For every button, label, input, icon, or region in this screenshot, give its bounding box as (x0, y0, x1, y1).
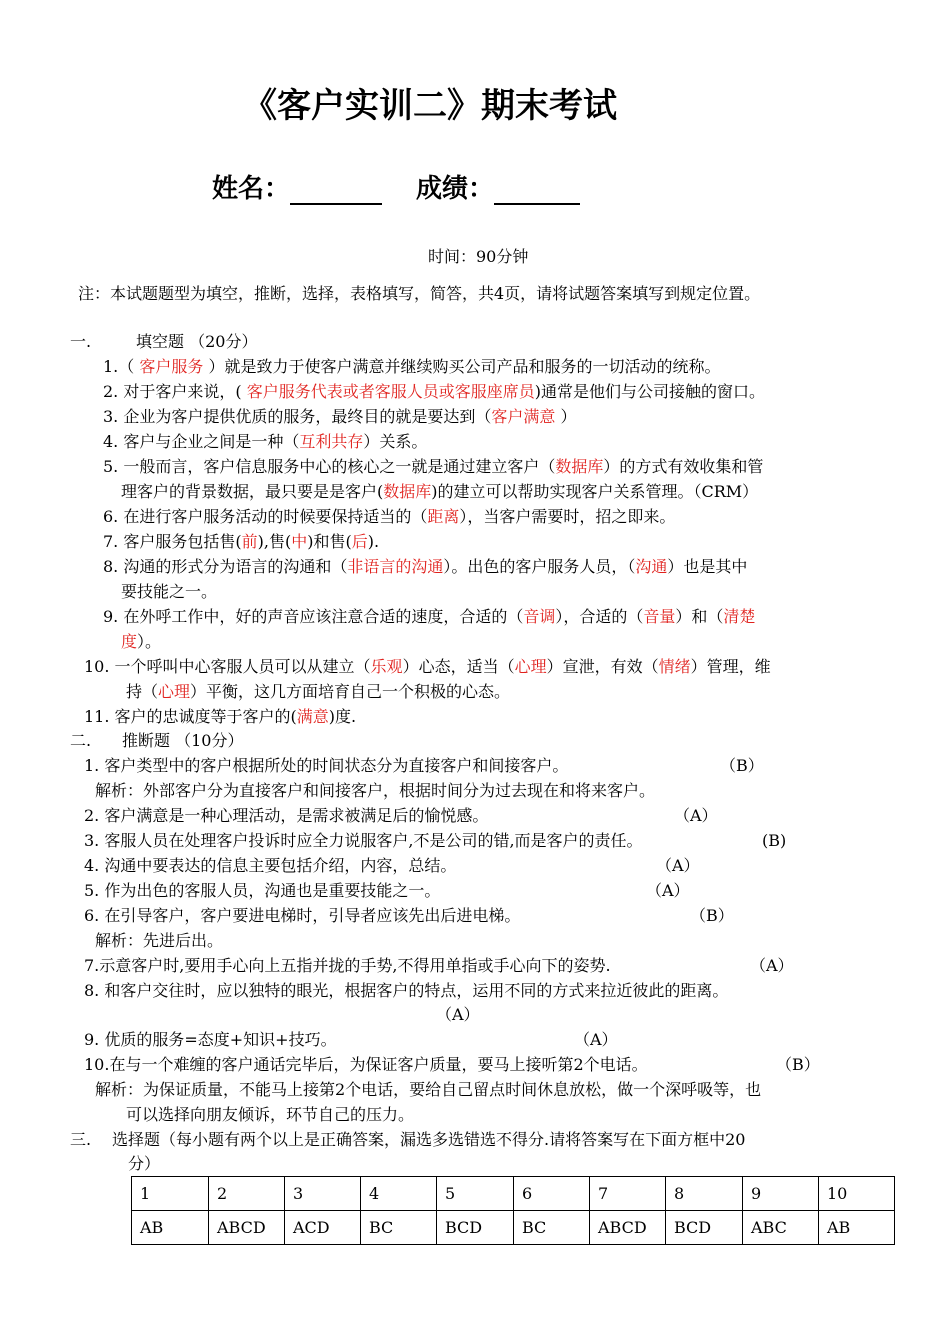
q-text: ),售( (257, 532, 292, 551)
q-text: 6. 在进行客户服务活动的时候要保持适当的（ (103, 507, 428, 526)
q-text: )和售( (307, 532, 352, 551)
q-text: 1.（ (103, 357, 140, 376)
q-text: 7. 客户服务包括售( (103, 532, 242, 551)
answer: 清楚 (723, 607, 756, 626)
answer: 心理 (158, 682, 191, 701)
score-blank (494, 177, 580, 205)
table-cell: 1 (132, 1177, 209, 1211)
fill-question-8-cont: 要技能之一。 (121, 582, 218, 601)
name-score-row (212, 168, 580, 205)
fill-question-3 (103, 406, 576, 428)
table-cell: BC (514, 1211, 590, 1245)
q-text: ）平衡，这几方面培育自己一个积极的心态。 (190, 682, 511, 701)
table-cell: 5 (437, 1177, 514, 1211)
q-text: 4. 客户与企业之间是一种（ (103, 432, 300, 451)
judge-answer: （A） (750, 956, 794, 975)
judge-item: 10.在与一个难缠的客户通话完毕后，为保证客户质量，要马上接听第2个电话。 (84, 1055, 648, 1074)
judge-answer: （A） (674, 806, 718, 825)
fill-question-9 (103, 606, 755, 628)
q-text: 3. 企业为客户提供优质的服务，最终目的就是要达到（ (103, 407, 492, 426)
q-text: ）宣泄，有效（ (546, 657, 659, 676)
q-text: 2. 对于客户来说，( (103, 382, 247, 401)
fill-question-10-cont (126, 681, 510, 703)
q-text: ）的方式有效收集和管 (603, 457, 764, 476)
q-text: 8. 沟通的形式分为语言的沟通和（ (103, 557, 348, 576)
q-text: 5. 一般而言，客户信息服务中心的核心之一就是通过建立客户（ (103, 457, 556, 476)
q-text: ） (555, 407, 577, 426)
table-cell: AB (819, 1211, 895, 1245)
table-cell: 7 (590, 1177, 666, 1211)
q-text: )度. (328, 707, 357, 726)
q-text: ）也是其中 (667, 557, 748, 576)
judge-analysis: 解析：外部客户分为直接客户和间接客户，根据时间分为过去现在和将来客户。 (95, 781, 656, 800)
table-cell: 6 (514, 1177, 590, 1211)
judge-item: 5. 作为出色的客服人员，沟通也是重要技能之一。 (84, 881, 441, 900)
section3-title: 选择题（每小题有两个以上是正确答案，漏选多选错选不得分.请将答案写在下面方框中20 (112, 1130, 746, 1149)
judge-item: 6. 在引导客户，客户要进电梯时，引导者应该先出后进电梯。 (84, 906, 521, 925)
judge-answer: (B) (762, 831, 787, 850)
answer: 非语言的沟通 (347, 557, 444, 576)
judge-analysis: 解析：先进后出。 (95, 931, 224, 950)
fill-question-2 (103, 381, 765, 403)
answer: 中 (291, 532, 308, 551)
q-text: ). (367, 532, 380, 551)
answer: 音量 (643, 607, 676, 626)
judge-answer: （A） (574, 1030, 618, 1049)
judge-analysis: 解析：为保证质量，不能马上接第2个电话，要给自己留点时间休息放松，做一个深呼吸等，也 (95, 1080, 762, 1099)
answer-table (131, 1176, 895, 1245)
section3-title-cont: 分） (128, 1154, 161, 1173)
table-cell: BC (361, 1211, 437, 1245)
q-text: ）管理，维 (690, 657, 771, 676)
answer: 心理 (514, 657, 547, 676)
exam-note: 注：本试题题型为填空，推断，选择，表格填写，简答，共4页，请将试题答案填写到规定位置。 (78, 284, 761, 303)
table-cell: ABCD (590, 1211, 666, 1245)
name-label: 姓名： (212, 174, 291, 204)
answer: 前 (241, 532, 258, 551)
judge-answer: （A） (656, 856, 700, 875)
fill-question-6 (103, 506, 675, 528)
q-text: ）关系。 (363, 432, 428, 451)
judge-answer: （B） (776, 1055, 820, 1074)
fill-question-1 (103, 356, 720, 378)
q-text: ）和（ (675, 607, 724, 626)
table-cell: ABC (743, 1211, 819, 1245)
q-text: 11. 客户的忠诚度等于客户的( (84, 707, 297, 726)
judge-analysis-cont: 可以选择向朋友倾诉，环节自己的压力。 (126, 1105, 415, 1124)
fill-question-4 (103, 431, 427, 453)
judge-answer: （A） (436, 1005, 480, 1024)
answer: 客户服务 (139, 357, 204, 376)
exam-title: 《客户实训二》期末考试 (243, 86, 617, 126)
table-cell: 9 (743, 1177, 819, 1211)
section2-title: 推断题 （10分） (122, 731, 244, 750)
answer: 距离 (427, 507, 460, 526)
answer: 数据库 (555, 457, 604, 476)
fill-question-9-cont (121, 631, 161, 653)
section1-number: 一. (70, 332, 92, 351)
table-cell: BCD (437, 1211, 514, 1245)
q-text: )通常是他们与公司接触的窗口。 (534, 382, 765, 401)
fill-question-11 (84, 706, 356, 728)
q-text: )的建立可以帮助实现客户关系管理。（CRM） (431, 482, 759, 501)
judge-item: 7.示意客户时,要用手心向上五指并拢的手势,不得用单指或手心向下的姿势. (84, 956, 611, 975)
table-cell: 10 (819, 1177, 895, 1211)
judge-item: 8. 和客户交往时，应以独特的眼光，根据客户的特点，运用不同的方式来拉近彼此的距离。 (84, 981, 729, 1000)
answer: 客户满意 (491, 407, 556, 426)
table-cell: ABCD (209, 1211, 285, 1245)
name-blank (290, 177, 382, 205)
judge-answer: （B） (720, 756, 764, 775)
judge-item: 3. 客服人员在处理客户投诉时应全力说服客户,不是公司的错,而是客户的责任。 (84, 831, 643, 850)
fill-question-7 (103, 531, 379, 553)
q-text: ）就是致力于使客户满意并继续购买公司产品和服务的一切活动的统称。 (203, 357, 721, 376)
answer: 音调 (523, 607, 556, 626)
answer: 乐观 (370, 657, 403, 676)
judge-item: 4. 沟通中要表达的信息主要包括介绍，内容，总结。 (84, 856, 457, 875)
q-text: ）。 (137, 632, 162, 651)
answer: 后 (351, 532, 368, 551)
fill-question-8 (103, 556, 747, 578)
section3-number: 三. (70, 1130, 92, 1149)
table-cell: BCD (666, 1211, 743, 1245)
table-cell: 3 (285, 1177, 361, 1211)
section2-number: 二. (70, 731, 92, 750)
q-text: 持（ (126, 682, 159, 701)
table-cell: 2 (209, 1177, 285, 1211)
time-info: 时间：90分钟 (428, 247, 529, 266)
judge-item: 9. 优质的服务=态度+知识+技巧。 (84, 1030, 337, 1049)
table-cell: AB (132, 1211, 209, 1245)
section1-title: 填空题 （20分） (136, 332, 258, 351)
q-text: 10. 一个呼叫中心客服人员可以从建立（ (84, 657, 371, 676)
table-row-answers (132, 1211, 895, 1245)
answer: 数据库 (383, 482, 432, 501)
fill-question-5 (103, 456, 763, 478)
answer: 客户服务代表或者客服人员或客服座席员 (246, 382, 535, 401)
answer: 度 (121, 632, 138, 651)
q-text: ）。出色的客户服务人员，（ (443, 557, 636, 576)
q-text: ）心态，适当（ (402, 657, 515, 676)
table-cell: ACD (285, 1211, 361, 1245)
answer: 满意 (296, 707, 329, 726)
judge-answer: （A） (646, 881, 690, 900)
q-text: 9. 在外呼工作中，好的声音应该注意合适的速度，合适的（ (103, 607, 524, 626)
fill-question-5-cont (121, 481, 758, 503)
q-text: ），当客户需要时，招之即来。 (459, 507, 676, 526)
q-text: ），合适的（ (555, 607, 644, 626)
answer: 沟通 (635, 557, 668, 576)
answer: 互利共存 (299, 432, 364, 451)
judge-item: 2. 客户满意是一种心理活动，是需求被满足后的愉悦感。 (84, 806, 489, 825)
score-label: 成绩： (416, 174, 495, 204)
table-cell: 4 (361, 1177, 437, 1211)
fill-question-10 (84, 656, 771, 678)
judge-item: 1. 客户类型中的客户根据所处的时间状态分为直接客户和间接客户。 (84, 756, 569, 775)
q-text: 理客户的背景数据，最只要是是客户( (121, 482, 384, 501)
table-cell: 8 (666, 1177, 743, 1211)
table-row-numbers (132, 1177, 895, 1211)
judge-answer: （B） (690, 906, 734, 925)
answer: 情绪 (658, 657, 691, 676)
